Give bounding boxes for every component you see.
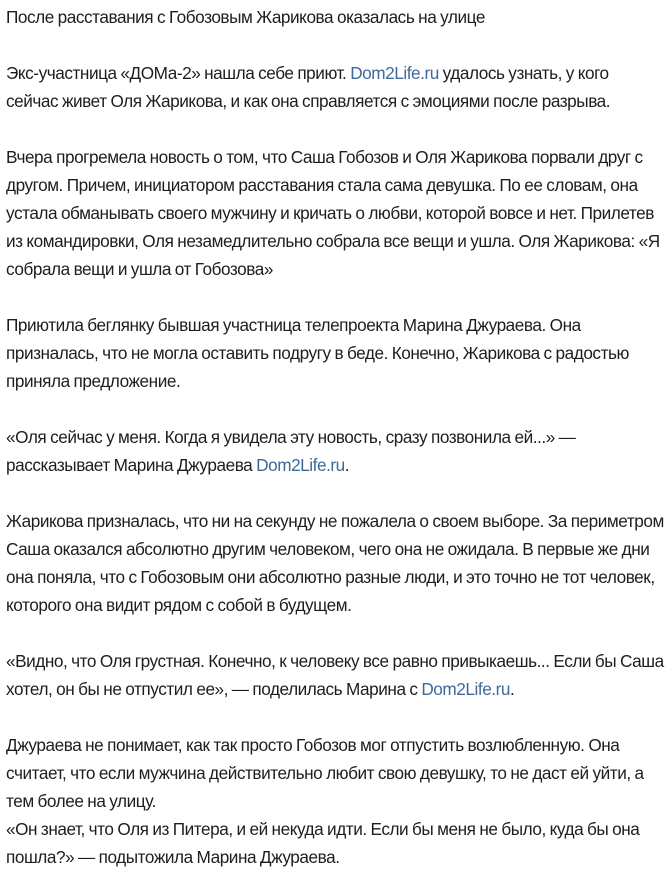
paragraph-text: «Оля сейчас у меня. Когда я увидела эту новость, сразу позвонила ей...» — рассказывает Марина Джураева <box>6 427 576 475</box>
dom2life-link[interactable]: Dom2Life.ru <box>421 679 511 699</box>
paragraph-quote-marina <box>6 423 664 479</box>
article-title: После расставания с Гобозовым Жарикова оказалась на улице <box>6 7 485 27</box>
paragraph-text: удалось узнать, у кого сейчас живет Оля Жарикова, и как она справляется с эмоциями после разрыва. <box>6 63 611 111</box>
paragraph-intro <box>6 59 664 115</box>
paragraph-shelter: Приютила беглянку бывшая участница телепроекта Марина Джураева. Она призналась, что не могла оставить подругу в беде. Конечно, Жарикова с радостью приняла предложение. <box>6 315 629 391</box>
paragraph-final-quote: «Он знает, что Оля из Питера, и ей некуда идти. Если бы меня не было, куда бы она пошла?» — подытожила Марина Джураева. <box>6 819 640 867</box>
paragraph-text: Экс-участница «ДОМа-2» нашла себе приют. <box>6 63 351 83</box>
paragraph-dzhuraeva-opinion: Джураева не понимает, как так просто Гобозов мог отпустить возлюбленную. Она считает, что если мужчина действительно любит свою девушку, то не даст ей уйти, а тем более на улицу. <box>6 735 644 811</box>
dom2life-link[interactable]: Dom2Life.ru <box>256 455 345 475</box>
paragraph-text: «Видно, что Оля грустная. Конечно, к человеку все равно привыкаешь... Если бы Саша хотел, он бы не отпустил ее», — поделилась Марина с <box>6 651 664 699</box>
paragraph-text: . <box>344 455 350 475</box>
paragraph-no-regrets: Жарикова призналась, что ни на секунду не пожалела о своем выборе. За периметром Саша оказался абсолютно другим человеком, чего она не ожидала. В первые же дни она поняла, что с Гобозовым они абсолютно разные люди, и это точно не тот человек, которого она видит рядом с собой в будущем. <box>6 511 664 615</box>
dom2life-link[interactable]: Dom2Life.ru <box>350 63 439 83</box>
paragraph-breakup-news: Вчера прогремела новость о том, что Саша Гобозов и Оля Жарикова порвали друг с другом. Причем, инициатором расставания стала сама девушка. По ее словам, она устала обманывать своего мужчину и кричать о любви, которой вовсе и нет. Прилетев из командировки, Оля незамедлительно собрала все вещи и ушла. Оля Жарикова: «Я собрала вещи и ушла от Гобозова» <box>6 147 660 279</box>
paragraph-text: . <box>510 679 515 699</box>
paragraph-quote-sad <box>6 647 664 703</box>
